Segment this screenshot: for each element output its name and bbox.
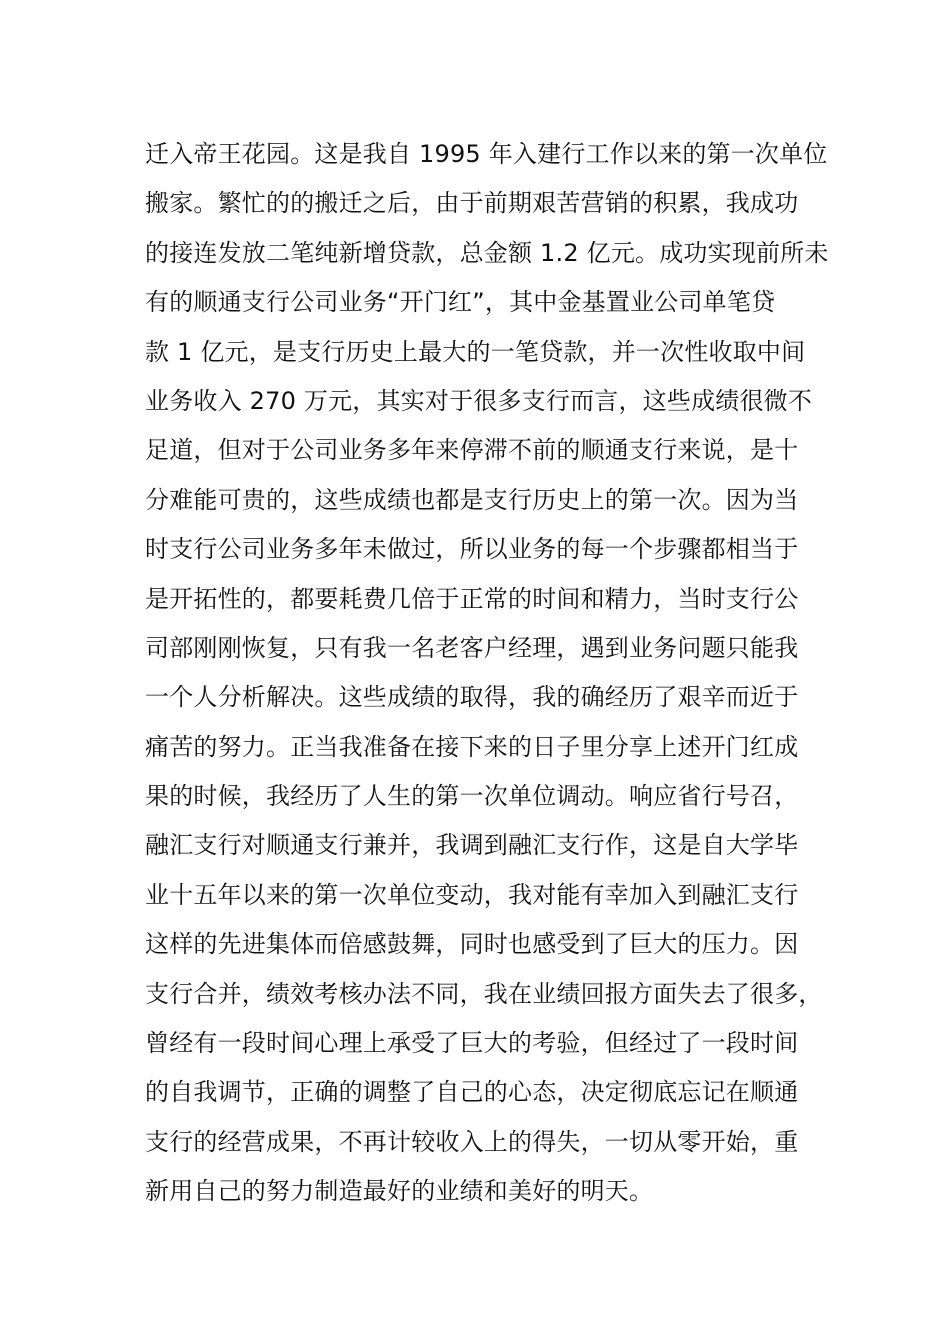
- text-line-20: 的自我调节，正确的调整了自己的心态，决定彻底忘记在顺通: [145, 1078, 799, 1107]
- text-line-3: 的接连发放二笔纯新增贷款，总金额 1.2 亿元。成功实现前所未: [145, 238, 829, 267]
- text-line-6: 业务收入 270 万元，其实对于很多支行而言，这些成绩很微不: [145, 386, 813, 415]
- text-line-17: 这样的先进集体而倍感鼓舞，同时也感受到了巨大的压力。因: [145, 930, 799, 959]
- text-line-16: 业十五年以来的第一次单位变动，我对能有幸加入到融汇支行: [145, 880, 799, 909]
- text-line-7: 足道，但对于公司业务多年来停滞不前的顺通支行来说，是十: [145, 436, 799, 465]
- text-line-9: 时支行公司业务多年未做过，所以业务的每一个步骤都相当于: [145, 535, 799, 564]
- text-line-18: 支行合并，绩效考核办法不同，我在业绩回报方面失去了很多，: [145, 979, 823, 1008]
- text-line-15: 融汇支行对顺通支行兼并，我调到融汇支行作，这是自大学毕: [145, 831, 799, 860]
- text-line-11: 司部刚刚恢复，只有我一名老客户经理，遇到业务问题只能我: [145, 633, 799, 662]
- body-paragraph: [145, 130, 829, 1217]
- text-line-19: 曾经有一段时间心理上承受了巨大的考验，但经过了一段时间: [145, 1029, 799, 1058]
- text-line-1: 迁入帝王花园。这是我自 1995 年入建行工作以来的第一次单位: [145, 140, 828, 168]
- text-line-22: 新用自己的努力制造最好的业绩和美好的明天。: [145, 1177, 654, 1206]
- text-line-14: 果的时候，我经历了人生的第一次单位调动。响应省行号召，: [145, 782, 799, 811]
- text-line-4: 有的顺通支行公司业务“开门红”，其中金基置业公司单笔贷: [145, 288, 776, 317]
- text-line-8: 分难能可贵的，这些成绩也都是支行历史上的第一次。因为当: [145, 485, 799, 514]
- text-line-10: 是开拓性的，都要耗费几倍于正常的时间和精力，当时支行公: [145, 584, 799, 613]
- text-line-12: 一个人分析解决。这些成绩的取得，我的确经历了艰辛而近于: [145, 683, 799, 712]
- text-line-21: 支行的经营成果，不再计较收入上的得失，一切从零开始，重: [145, 1127, 799, 1156]
- text-line-2: 搬家。繁忙的的搬迁之后，由于前期艰苦营销的积累，我成功: [145, 189, 799, 218]
- text-line-13: 痛苦的努力。正当我准备在接下来的日子里分享上述开门红成: [145, 732, 799, 761]
- text-line-5: 款 1 亿元，是支行历史上最大的一笔贷款，并一次性收取中间: [145, 337, 806, 366]
